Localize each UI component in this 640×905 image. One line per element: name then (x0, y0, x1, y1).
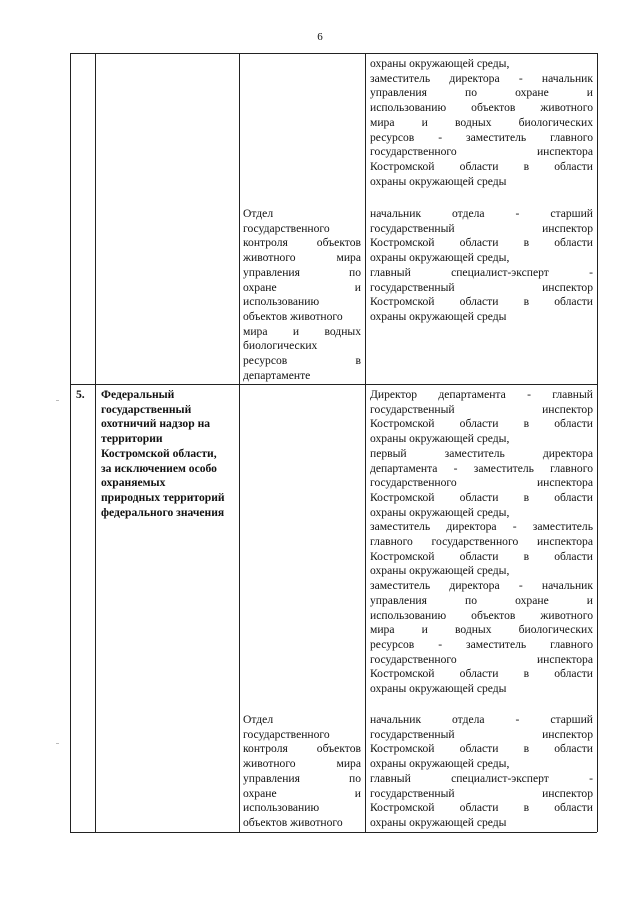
col-divider-3 (365, 53, 366, 832)
text-line: Костромской области в области (370, 295, 593, 309)
text-line: Отдел (243, 207, 274, 220)
text-line: Отдел (243, 713, 274, 726)
text-line: животного мира (243, 757, 361, 771)
text-line: охраны окружающей среды, (370, 57, 510, 70)
row-a-department-text (243, 207, 361, 383)
text-line: охране и (243, 786, 361, 800)
text-line: мира и водных (243, 324, 361, 338)
text-line: Костромской области в области (370, 159, 593, 173)
text-line: Костромской области в области (370, 236, 593, 250)
table-right-border (597, 53, 598, 832)
text-line: охраняемых (101, 476, 166, 490)
text-line: мира и водных биологических (370, 623, 593, 637)
text-line: заместитель директора - заместитель (370, 520, 593, 534)
text-line: Директор департамента - главный (370, 388, 593, 401)
text-line: Костромской области в области (370, 801, 593, 815)
text-line: охраны окружающей среды, (370, 564, 510, 578)
text-line: главный специалист-эксперт - (370, 265, 593, 279)
text-line: первый заместитель директора (370, 446, 593, 460)
row-divider (70, 384, 597, 385)
text-line: главного государственного инспектора (370, 535, 593, 549)
margin-mark (56, 743, 59, 744)
text-line: управления по охране и (370, 593, 593, 607)
text-line: объектов животного (243, 309, 343, 323)
text-line: ресурсов - заместитель главного (370, 130, 593, 144)
text-line: департамента - заместитель главного (370, 461, 593, 475)
text-line: охраны окружающей среды (370, 682, 507, 696)
text-line: государственный инспектор (370, 280, 593, 294)
row-b-department-officials-text (370, 713, 593, 831)
row-a-department-officials-text (370, 207, 593, 325)
text-line: охраны окружающей среды, (370, 757, 510, 771)
table-left-border (70, 53, 71, 832)
text-line: государственный инспектор (370, 221, 593, 235)
text-line: Костромской области, (101, 446, 217, 460)
text-line: государственный (101, 402, 192, 416)
text-line: контроля объектов (243, 742, 361, 756)
text-line: заместитель директора - начальник (370, 579, 593, 593)
text-line: охотничий надзор на (101, 417, 211, 431)
text-line: охраны окружающей среды (370, 309, 507, 323)
page-number: 6 (317, 31, 323, 43)
margin-mark (56, 400, 59, 401)
text-line: начальник отдела - старший (370, 713, 593, 726)
text-line: использованию объектов животного (370, 101, 593, 115)
text-line: контроля объектов (243, 236, 361, 250)
text-line: государственного (243, 221, 330, 235)
text-line: охраны окружающей среды, (370, 505, 510, 519)
text-line: объектов животного (243, 815, 343, 829)
text-line: охраны окружающей среды (370, 815, 507, 829)
text-line: Костромской области в области (370, 490, 593, 504)
text-line: ресурсов - заместитель главного (370, 637, 593, 651)
table-bottom-border (70, 832, 597, 833)
text-line: охраны окружающей среды, (370, 251, 510, 265)
text-line: главный специалист-эксперт - (370, 771, 593, 785)
text-line: управления по (243, 771, 361, 785)
text-line: охраны окружающей среды (370, 174, 507, 188)
text-line: территории (101, 432, 163, 446)
row-a-officials-text (370, 57, 593, 189)
text-line: охраны окружающей среды, (370, 432, 510, 446)
text-line: за исключением особо (101, 461, 217, 475)
text-line: охране и (243, 280, 361, 294)
text-line: использованию (243, 801, 320, 815)
text-line: Костромской области в области (370, 417, 593, 431)
text-line: начальник отдела - старший (370, 207, 593, 220)
text-line: Костромской области в области (370, 742, 593, 756)
col-divider-1 (95, 53, 96, 832)
text-line: государственный инспектор (370, 402, 593, 416)
text-line: государственный инспектор (370, 727, 593, 741)
text-line: управления по охране и (370, 86, 593, 100)
text-line: государственного (243, 727, 330, 741)
text-line: природных территорий (101, 490, 225, 504)
text-line: биологических (243, 339, 318, 353)
text-line: департаменте (243, 368, 311, 382)
text-line: федерального значения (101, 505, 225, 519)
text-line: государственного инспектора (370, 145, 593, 159)
col-divider-2 (239, 53, 240, 832)
row-b-number: 5. (76, 388, 85, 401)
text-line: ресурсов в (243, 354, 361, 368)
text-line: государственного инспектора (370, 476, 593, 490)
text-line: животного мира (243, 251, 361, 265)
text-line: государственного инспектора (370, 652, 593, 666)
text-line: управления по (243, 265, 361, 279)
row-b-department-text (243, 713, 361, 831)
text-line: государственный инспектор (370, 786, 593, 800)
row-b-officials-text (370, 388, 593, 697)
text-line: Костромской области в области (370, 549, 593, 563)
table-top-border (70, 53, 597, 54)
text-line: использованию объектов животного (370, 608, 593, 622)
text-line: Костромской области в области (370, 667, 593, 681)
text-line: Федеральный (101, 388, 175, 401)
row-b-supervision-type (101, 388, 235, 520)
text-line: мира и водных биологических (370, 115, 593, 129)
text-line: заместитель директора - начальник (370, 71, 593, 85)
text-line: использованию (243, 295, 320, 309)
